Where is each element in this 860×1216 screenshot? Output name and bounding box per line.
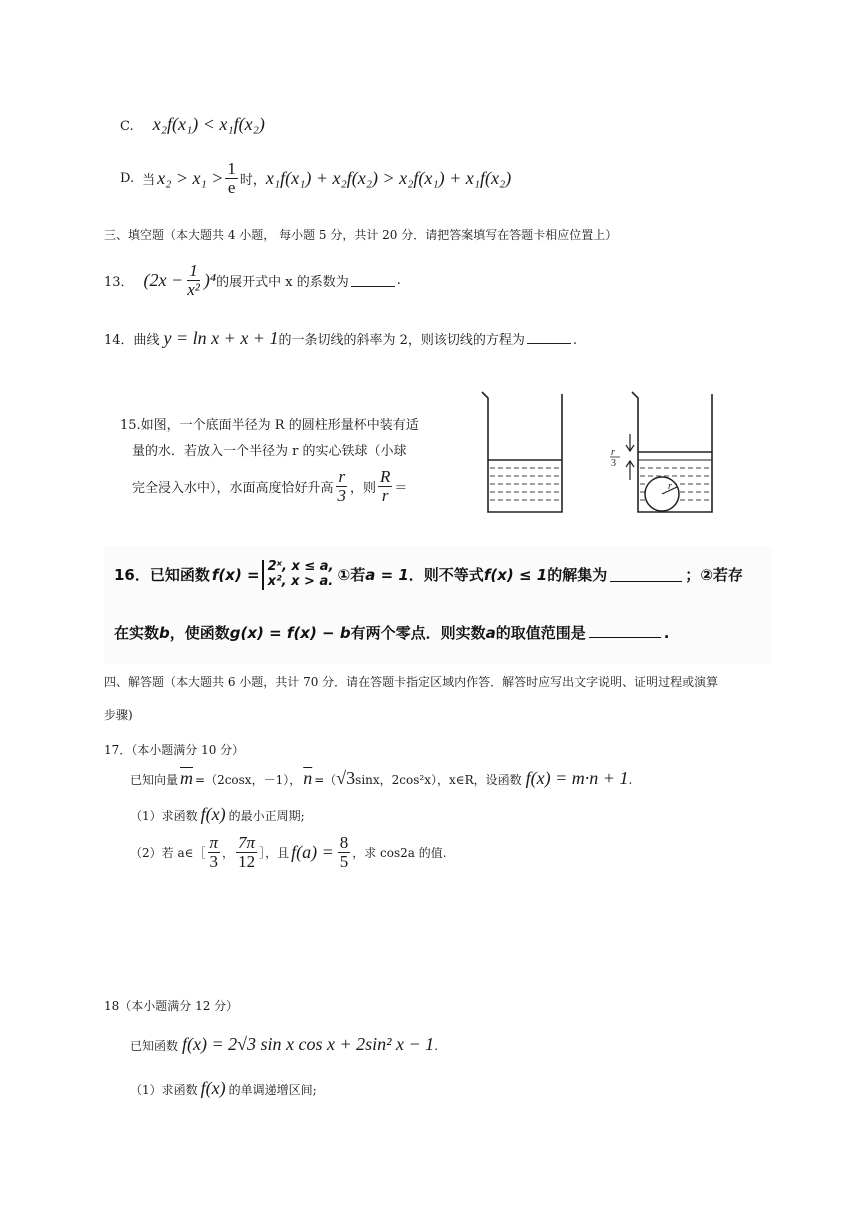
q13-number: 13． [104,274,134,290]
q13-end: . [396,272,401,288]
q17-vector-n: $\overline{n}$ [303,768,313,788]
q15-fraction-R-r [378,468,392,505]
q17-fraction-pi-3 [208,834,221,871]
q16-a: a [485,624,496,642]
q17-part-2 [130,834,447,871]
q16-answer-blank-1[interactable] [610,567,682,582]
q18-given-prefix: 已知函数 [130,1039,179,1053]
q15-line-2: 量的水．若放入一个半径为 r 的实心铁球（小球 [132,444,407,459]
q17-part-1 [130,804,305,825]
q16-line-2c: 有两个零点．则实数 [350,624,486,642]
q17-part-2-comma: ， [222,845,235,860]
question-14 [104,328,577,349]
q17-sqrt3: √3 [336,768,356,788]
q17-part-2-fa: f(a) = [291,841,334,862]
option-d-prefix: 当 [142,172,156,188]
q17-part-2-text: ，求 cos2a 的值. [352,845,447,860]
fraction-denominator: 3 [209,851,219,871]
q16-number: 16 [114,565,135,584]
q16-line-2 [114,622,669,643]
q14-expression: y = ln x + x + 1 [163,328,279,348]
section-4-heading-line-2: 步骤) [104,708,133,722]
q13-expression-pre: (2x − [143,269,184,290]
q17-part-2-prefix: （2）若 a∈［ [130,845,206,860]
fraction-numerator: r [338,467,346,486]
q16-line-2a: 在实数 [114,624,160,642]
q14-number: 14．曲线 [104,333,160,348]
q16-answer-blank-2[interactable] [589,623,661,638]
q15-fraction-r-3 [336,468,349,505]
fraction-denominator: r [381,485,389,505]
q16-b: b [159,624,170,642]
q15-line-3 [132,468,407,505]
q17-fraction-7pi-12 [236,834,257,871]
fraction-denominator: e [227,177,236,197]
q16-end: . [663,624,670,642]
q17-f-end: . [628,773,633,787]
option-d-condition: x₂ > x₁ > [157,167,224,188]
q16-line-2d: 的取值范围是 [495,624,586,642]
q14-text: 的一条切线的斜率为 2，则该切线的方程为 [278,333,525,348]
q16-part1c: 的解集为 [547,566,608,585]
q16-fx: f(x) = [211,565,260,584]
q16-part1b: ．则不等式 [408,566,484,585]
fraction-numerator: 1 [227,159,236,178]
q14-end: . [572,333,578,348]
q18-part-1 [130,1078,317,1099]
beaker-left-icon [482,392,562,512]
fraction-denominator: 3 [337,485,347,505]
option-d-when: 时， [239,172,266,188]
q17-m-value: =（2cosx，－1）， [195,773,302,787]
q13-answer-blank[interactable] [351,274,395,287]
q16-case-2: x², x > a. [267,573,334,589]
q18-given [130,1034,438,1055]
q15-line-3-text: 完全浸入水中），水面高度恰好升高 [132,480,334,496]
q17-given [130,768,632,789]
q18-heading: 18（本小题满分 12 分） [104,999,239,1013]
fraction-denominator: x² [187,279,200,299]
q16-separator: ；②若存 [685,566,743,585]
q16-piecewise [262,560,334,590]
q16-a-equals: a = 1 [365,565,409,584]
q15-end: ＝ [394,480,408,496]
option-d-fraction [225,160,238,197]
fraction-denominator: 12 [238,851,256,871]
q16-inequality: f(x) ≤ 1 [483,565,548,584]
q18-f-end: . [434,1039,439,1053]
ball-radius-label: r [668,481,672,492]
q16-line-2b: ，使函数 [169,624,230,642]
q17-heading: 17．（本小题满分 10 分） [104,743,245,757]
fraction-numerator: R [380,467,391,486]
q18-part-1-prefix: （1）求函数 [130,1083,198,1097]
q17-part-1-text: 的最小正周期; [228,809,305,823]
fraction-numerator: 1 [189,261,198,280]
option-c-expression: x₂f(x₁) < x₁f(x₂) [152,114,265,134]
q16-prefix: ．已知函数 [134,566,210,585]
q15-line-1: 15.如图，一个底面半径为 R 的圆柱形量杯中装有适 [120,418,419,433]
q16-gx: g(x) = f(x) − b [229,624,351,642]
q17-vector-m: $\overline{m}$ [180,768,194,788]
q16-line-1 [114,560,743,590]
q16-part1: ①若 [337,566,366,585]
q17-part-2-mid: ］，且 [259,845,290,860]
fraction-denominator: 5 [339,851,349,871]
fraction-numerator: 8 [339,833,349,852]
option-d-label: D. [120,170,135,186]
q17-part-1-prefix: （1）求函数 [130,809,198,823]
q15-figure [470,388,730,518]
q13-expression-post: )⁴ [203,269,217,290]
q18-part-1-text: 的单调递增区间; [228,1083,317,1097]
q17-given-prefix: 已知向量 [130,773,179,787]
q17-part-1-f: f(x) [200,804,226,824]
q18-f-definition: f(x) = 2√3 sin x cos x + 2sin² x − 1 [182,1034,435,1054]
q17-fraction-8-5 [338,834,351,871]
option-c-label: C. [120,119,134,134]
q17-n-value-post: sinx，2cos²x），x∈R，设函数 [355,773,522,787]
option-d-expression: x₁f(x₁) + x₂f(x₂) > x₂f(x₁) + x₁f(x₂) [265,167,512,188]
fraction-numerator: π [209,833,219,852]
option-c [120,114,265,135]
option-d [120,160,511,197]
q17-n-value-pre: =（ [314,773,337,787]
section-4-heading-line-1: 四、解答题（本大题共 6 小题，共计 70 分．请在答题卡指定区域内作答．解答时应写出文字说明、证明过程或演算 [104,675,719,689]
section-3-heading: 三、填空题（本大题共 4 小题， 每小题 5 分，共计 20 分．请把答案填写在答题卡相应位置上） [104,228,618,242]
q13-fraction [185,262,202,299]
q14-answer-blank[interactable] [527,331,571,344]
fraction-numerator: 7π [238,833,256,852]
question-16-box [104,546,772,664]
beaker-right-icon [610,392,712,512]
q17-f-definition: f(x) = m·n + 1 [525,768,629,788]
q16-case-1: 2ˣ, x ≤ a, [267,559,334,574]
q13-text: 的展开式中 x 的系数为 [216,274,349,290]
rise-label-numerator: r [611,447,615,458]
rise-label-denominator: 3 [611,458,616,469]
question-13 [104,262,401,299]
q18-part-1-f: f(x) [200,1078,226,1098]
q15-mid: ，则 [350,480,377,496]
